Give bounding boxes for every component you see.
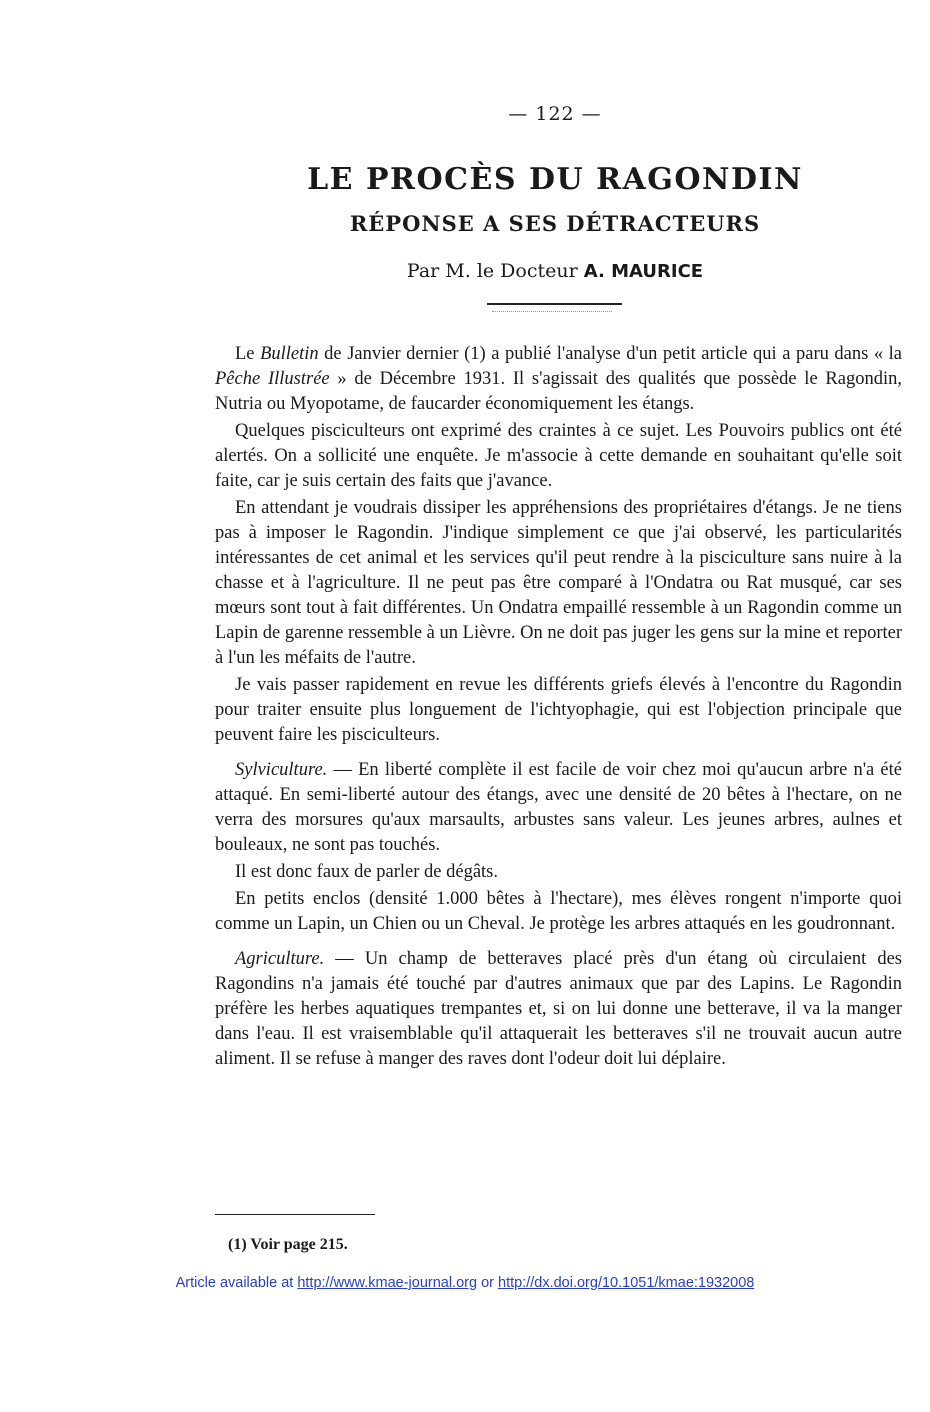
article-title: LE PROCÈS DU RAGONDIN <box>307 162 803 197</box>
author-prefix: Par M. le Docteur <box>406 260 578 282</box>
author-name: A. MAURICE <box>583 261 704 282</box>
paragraph-6: Il est donc faux de parler de dégâts. <box>235 862 499 882</box>
paragraph-1: Le Bulletin de Janvier dernier (1) a publié l'analyse d'un petit article qui a paru dans « la Pêche Illustrée » de Décembre 1931. Il s'agissait des qualités que possède le Ragondin, Nutria ou Myopotame, de faucarder économiquement les étangs. <box>215 344 902 414</box>
footnote-rule <box>215 1214 375 1215</box>
paragraph-4: Je vais passer rapidement en revue les différents griefs élevés à l'encontre du Ragondin pour traiter ensuite plus longuement de l'ichtyophagie, qui est l'objection principale que peuvent faire les pisciculteurs. <box>215 675 902 745</box>
section-heading-agriculture: Agriculture. <box>235 949 325 969</box>
peche-title: Pêche Illustrée <box>215 369 330 389</box>
article-footer <box>0 1275 930 1291</box>
journal-link[interactable]: http://www.kmae-journal.org <box>297 1275 478 1291</box>
footer-middle: or <box>477 1275 498 1291</box>
bulletin-title: Bulletin <box>260 344 319 364</box>
footer-prefix: Article available at <box>175 1275 298 1291</box>
paragraph-sylviculture: Sylviculture. — En liberté complète il est facile de voir chez moi qu'aucun arbre n'a été attaqué. En semi-liberté autour des étangs, avec une densité de 20 bêtes à l'hectare, on ne verra des morsures qu'aux marsaults, arbustes sans valeur. Les jeunes arbres, aulnes et bouleaux, ne sont pas touchés. <box>215 760 902 855</box>
title-rule <box>487 303 622 305</box>
article-subtitle: RÉPONSE A SES DÉTRACTEURS <box>349 211 761 236</box>
paragraph-agriculture: Agriculture. — Un champ de betteraves placé près d'un étang où circulaient des Ragondins n'a jamais été touché par d'autres animaux que par des Lapins. Le Ragondin préfère les herbes aquatiques trempantes et, si on lui donne une betterave, il va la manger dans l'eau. Il est vraisemblable qu'il attaquerait les betteraves s'il ne trouvait aucun autre aliment. Il se refuse à manger des raves dont l'odeur doit lui déplaire. <box>215 949 902 1069</box>
doi-link[interactable]: http://dx.doi.org/10.1051/kmae:1932008 <box>498 1275 755 1291</box>
title-rule-dotted <box>492 311 612 312</box>
paragraph-7: En petits enclos (densité 1.000 bêtes à l'hectare), mes élèves rongent n'importe quoi comme un Lapin, un Chien ou un Cheval. Je protège les arbres attaqués en les goudronnant. <box>215 889 902 934</box>
paragraph-3: En attendant je voudrais dissiper les appréhensions des propriétaires d'étangs. Je ne tiens pas à imposer le Ragondin. J'indique simplement ce que j'ai observé, les particularités intéressantes de cet animal et les services qu'il peut rendre à la pisciculture sans nuire à la chasse et à l'agriculture. Il ne peut pas être comparé à l'Ondatra ou Rat musqué, car ses mœurs sont tout à fait différentes. Un Ondatra empaillé ressemble à un Ragondin comme un Lapin de garenne ressemble à un Lièvre. On ne doit pas juger les gens sur la mine et reporter à l'un les méfaits de l'autre. <box>215 498 902 668</box>
article-body <box>215 342 902 1074</box>
page-number: — 122 — <box>508 103 602 125</box>
section-heading-sylviculture: Sylviculture. <box>235 760 328 780</box>
paragraph-2: Quelques pisciculteurs ont exprimé des craintes à ce sujet. Les Pouvoirs publics ont été alertés. On a sollicité une enquête. Je m'associe à cette demande en souhaitant qu'elle soit faite, car je suis certain des faits que j'avance. <box>215 421 902 491</box>
footnote: (1) Voir page 215. <box>228 1236 348 1253</box>
author-line <box>215 260 895 282</box>
